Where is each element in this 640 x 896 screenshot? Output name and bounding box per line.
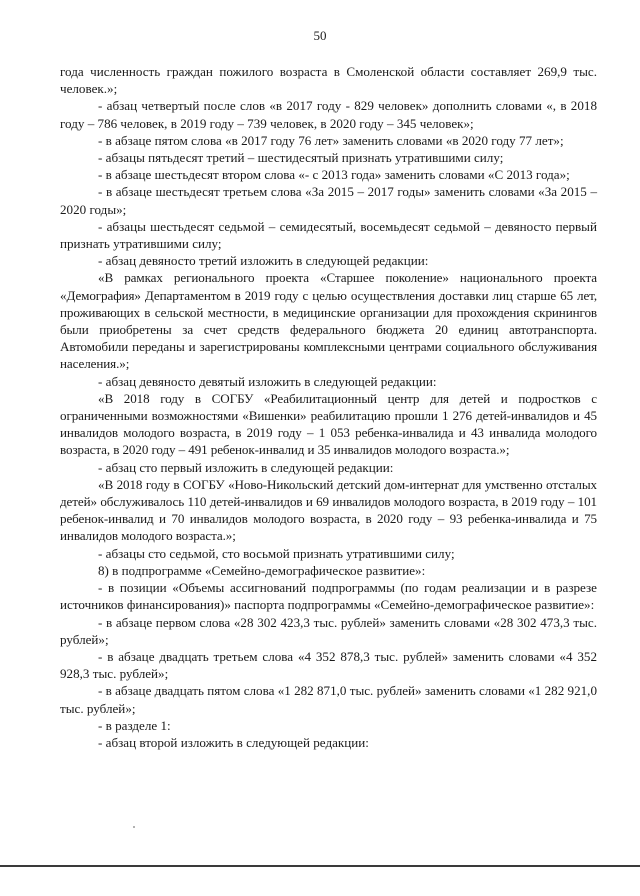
paragraph-amendment-12: - в абзаце первом слова «28 302 423,3 тыс. рублей» заменить словами «28 302 473,3 тыс. рублей»;: [60, 614, 597, 647]
quoted-text-1: «В рамках регионального проекта «Старшее поколение» национального проекта «Демография» Департаментом в 2019 году с целью осуществления доставки лиц старше 65 лет, проживающих в сельской местности, в медицинские организации для прохождения скринингов были приобретены за счет средств федерального бюджета 20 единиц автотранспорта. Автомобили переданы и зарегистрированы комплексными центрами социального обслуживания населения.»;: [60, 270, 597, 372]
paragraph-amendment-15: - в разделе 1:: [98, 717, 171, 733]
paragraph-amendment-4: - в абзаце шестьдесят втором слова «- с 2013 года» заменить словами «С 2013 года»;: [98, 167, 570, 183]
paragraph-amendment-3: - абзацы пятьдесят третий – шестидесятый признать утратившими силу;: [98, 150, 504, 166]
document-body: [60, 63, 597, 751]
paragraph-amendment-6: - абзацы шестьдесят седьмой – семидесятый, восемьдесят седьмой – девяносто первый признать утратившими силу;: [60, 218, 597, 252]
subprogram-heading: 8) в подпрограмме «Семейно-демографическое развитие»:: [98, 562, 426, 578]
paragraph-amendment-13: - в абзаце двадцать третьем слова «4 352 878,3 тыс. рублей» заменить словами «4 352 928,3 тыс. рублей»;: [60, 648, 597, 682]
paragraph-amendment-10: - абзацы сто седьмой, сто восьмой признать утратившими силу;: [98, 545, 455, 561]
paragraph-amendment-14: - в абзаце двадцать пятом слова «1 282 871,0 тыс. рублей» заменить словами «1 282 921,0 тыс. рублей»;: [60, 683, 597, 716]
quoted-text-2: «В 2018 году в СОГБУ «Реабилитационный центр для детей и подростков с ограниченными возможностями «Вишенки» реабилитацию прошли 1 276 детей-инвалидов и 45 инвалидов молодого возраста, в 2019 году – 1 053 ребенка-инвалида и 43 инвалида молодого возраста, в 2020 году – 491 ребенок-инвалид и 35 инвалидов молодого возраста.»;: [60, 390, 597, 458]
paragraph-continuation: года численность граждан пожилого возраста в Смоленской области составляет 269,9 тыс. человек.»;: [60, 64, 597, 97]
paragraph-amendment-9: - абзац сто первый изложить в следующей редакции:: [98, 459, 394, 475]
quoted-text-3: «В 2018 году в СОГБУ «Ново-Никольский детский дом-интернат для умственно отсталых детей» обслуживалось 110 детей-инвалидов и 69 инвалидов молодого возраста, в 2019 году – 101 ребенок-инвалид и 70 инвалидов молодого возраста, в 2020 году – 93 ребенка-инвалида и 75 инвалидов молодого возраста.»;: [60, 476, 597, 544]
paragraph-amendment-1: - абзац четвертый после слов «в 2017 году - 829 человек» дополнить словами «, в 2018 году – 786 человек, в 2019 году – 739 человек, в 2020 году – 345 человек»;: [60, 98, 597, 131]
footer-rule: [0, 865, 640, 867]
paragraph-amendment-7: - абзац девяносто третий изложить в следующей редакции:: [98, 253, 429, 269]
page-number: 50: [313, 28, 327, 43]
paragraph-amendment-8: - абзац девяносто девятый изложить в следующей редакции:: [98, 373, 437, 389]
scan-speck: [133, 826, 135, 828]
paragraph-amendment-11: - в позиции «Объемы ассигнований подпрограммы (по годам реализации и в разрезе источников финансирования)» паспорта подпрограммы «Семейно-демографическое развитие»:: [60, 580, 597, 613]
paragraph-amendment-5: - в абзаце шестьдесят третьем слова «За 2015 – 2017 годы» заменить словами «За 2015 – 2020 годы»;: [60, 184, 597, 217]
paragraph-amendment-2: - в абзаце пятом слова «в 2017 году 76 лет» заменить словами «в 2020 году 77 лет»;: [98, 132, 564, 148]
paragraph-amendment-16: - абзац второй изложить в следующей редакции:: [98, 734, 369, 750]
